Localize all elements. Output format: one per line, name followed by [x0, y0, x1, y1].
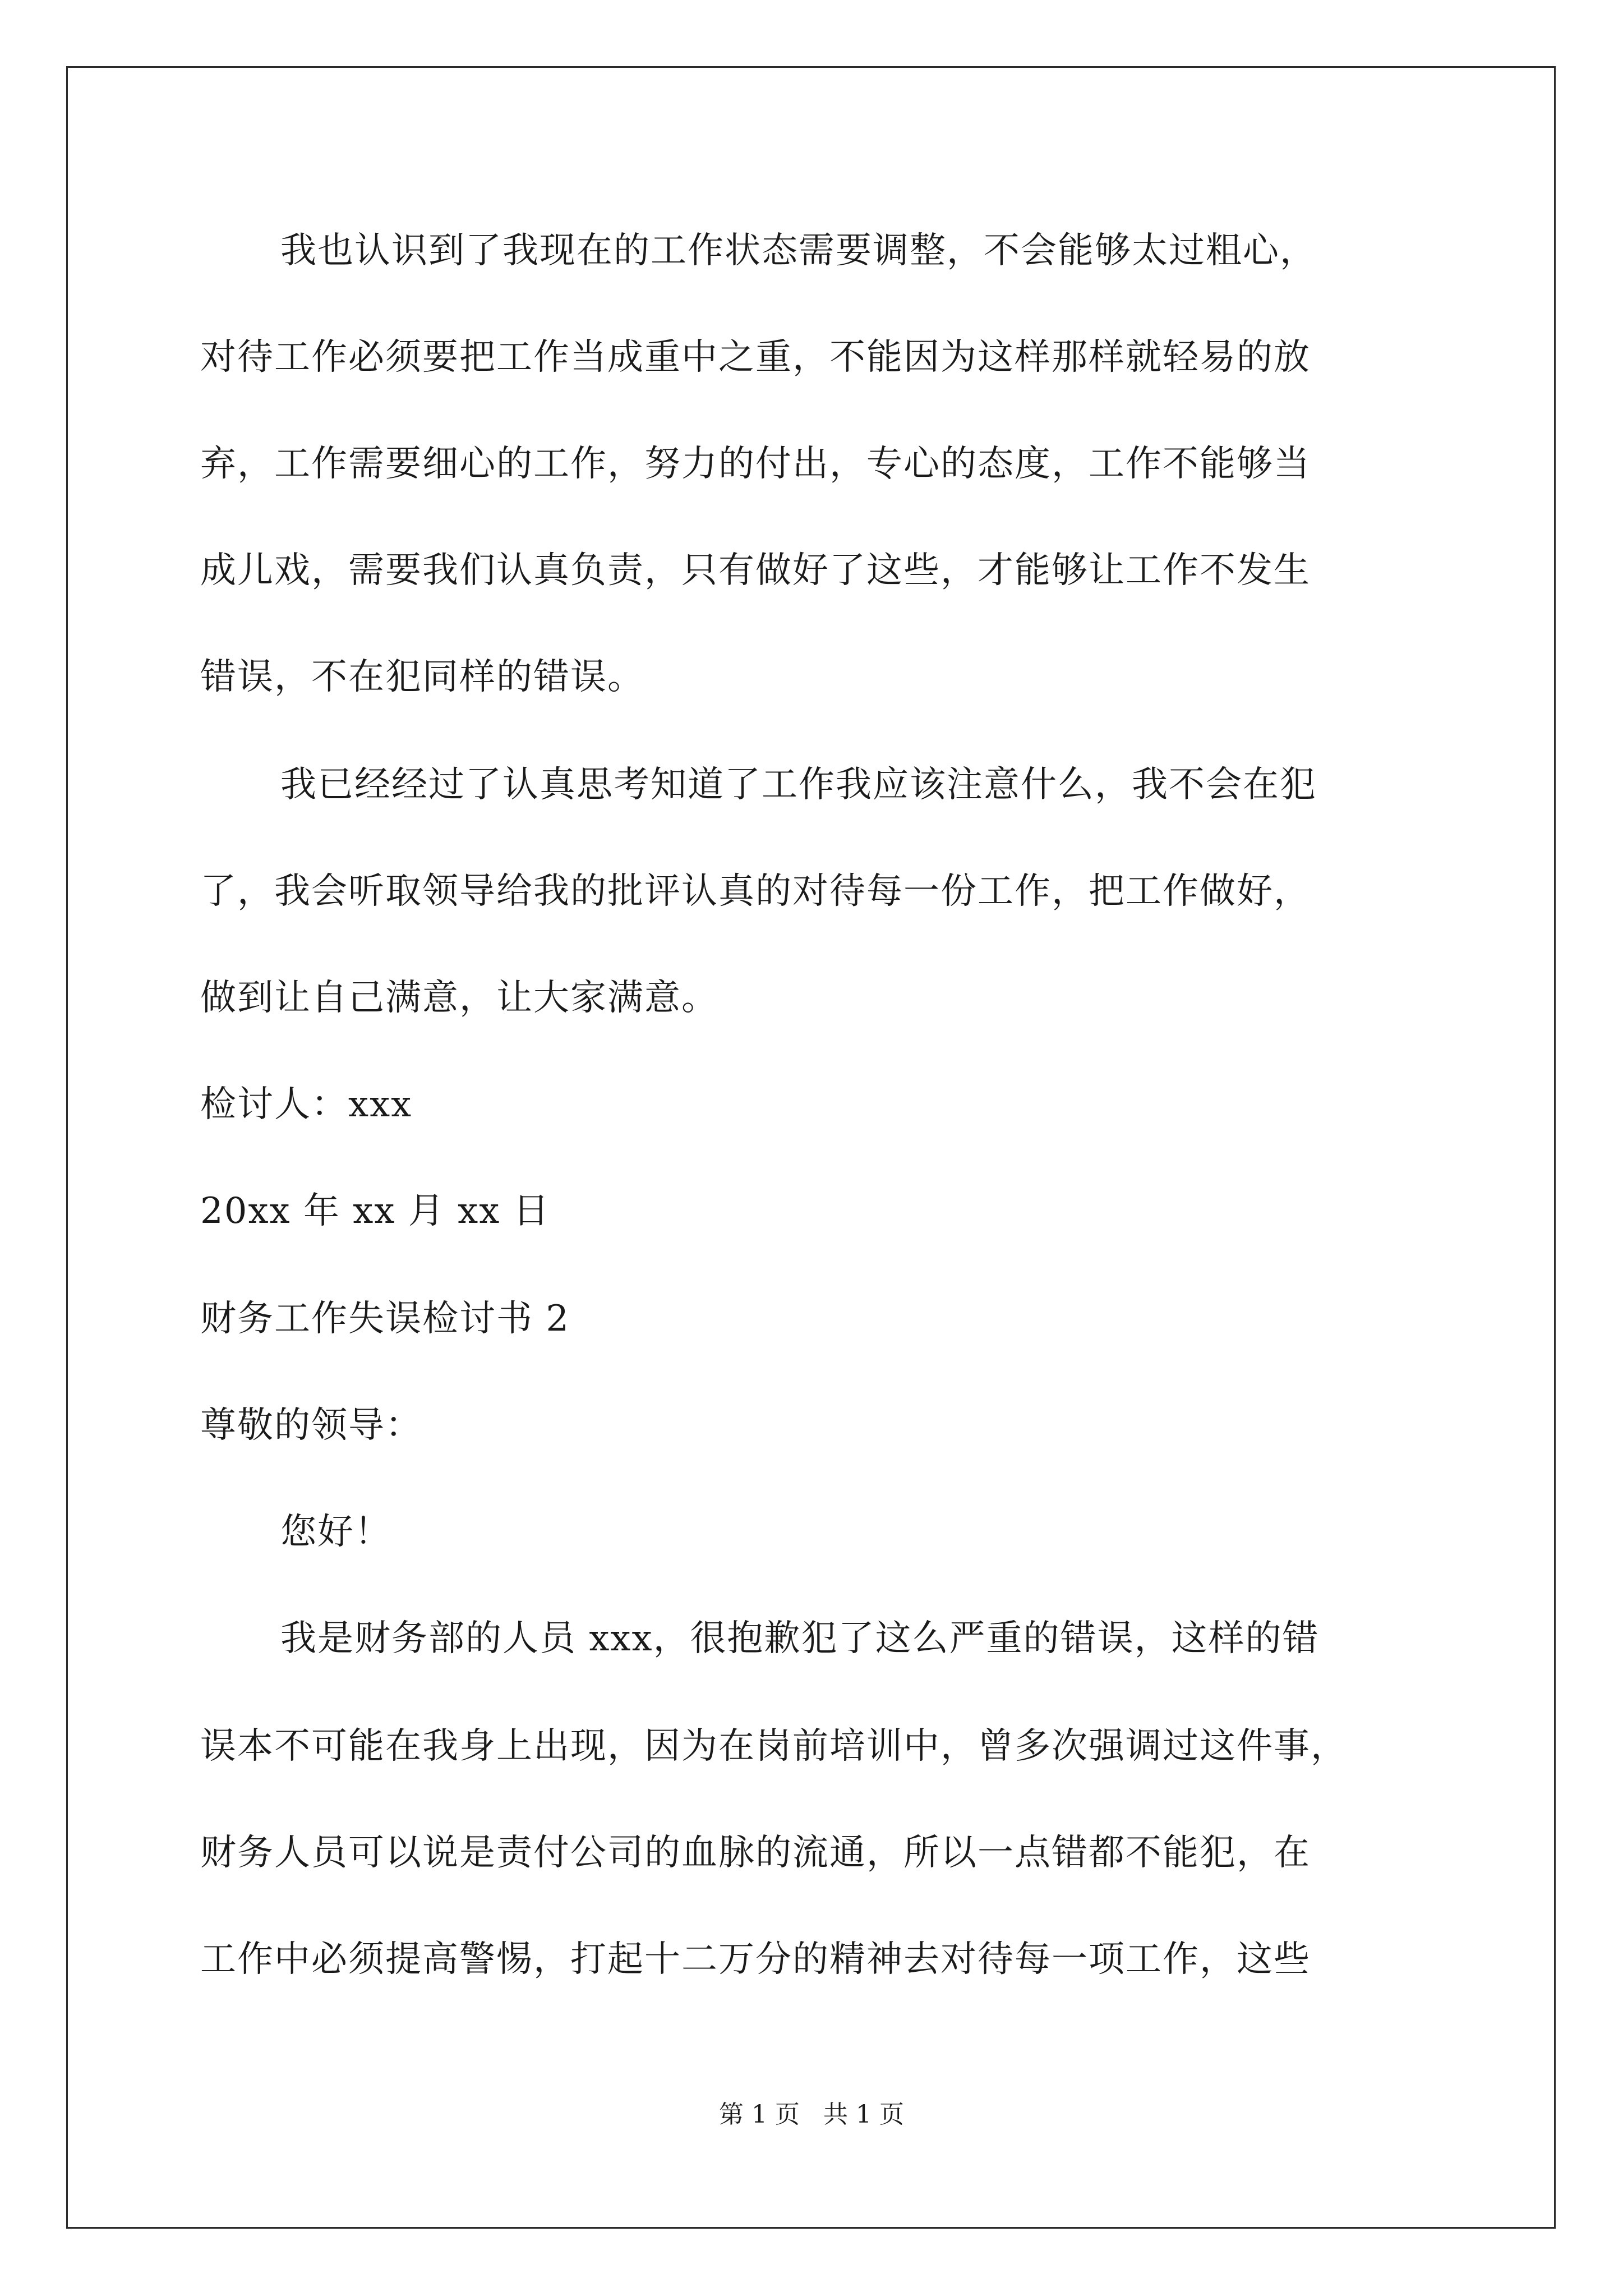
paragraph-line: 错误，不在犯同样的错误。: [200, 656, 644, 698]
paragraph-line: 误本不可能在我身上出现，因为在岗前培训中，曾多次强调过这件事，: [200, 1726, 1348, 1767]
paragraph-line: 做到让自己满意，让大家满意。: [200, 977, 718, 1019]
paragraph-line: 我是财务部的人员 xxx，很抱歉犯了这么严重的错误，这样的错: [280, 1618, 1320, 1659]
paragraph-line: 财务人员可以说是责付公司的血脉的流通，所以一点错都不能犯，在: [200, 1832, 1311, 1874]
page-total: 共 1 页: [823, 2100, 904, 2129]
signatory-line: 检讨人：xxx: [200, 1084, 413, 1125]
page-number: 第 1 页: [719, 2100, 800, 2129]
paragraph-line: 弃，工作需要细心的工作，努力的付出，专心的态度，工作不能够当: [200, 443, 1311, 485]
date-line: 20xx 年 xx 月 xx 日: [200, 1190, 550, 1232]
salutation: 尊敬的领导：: [200, 1405, 422, 1446]
greeting: 您好！: [280, 1511, 391, 1553]
paragraph-line: 了，我会听取领导给我的批评认真的对待每一份工作，把工作做好，: [200, 871, 1311, 912]
section-title: 财务工作失误检讨书 2: [200, 1298, 570, 1340]
paragraph-line: 我已经经过了认真思考知道了工作我应该注意什么，我不会在犯: [280, 764, 1317, 806]
page-footer: [0, 2102, 1623, 2127]
paragraph-line: 工作中必须提高警惕，打起十二万分的精神去对待每一项工作，这些: [200, 1939, 1311, 1980]
page-border: [66, 66, 1556, 2229]
paragraph-line: 成儿戏，需要我们认真负责，只有做好了这些，才能够让工作不发生: [200, 550, 1311, 591]
paragraph-line: 我也认识到了我现在的工作状态需要调整，不会能够太过粗心，: [280, 230, 1317, 272]
paragraph-line: 对待工作必须要把工作当成重中之重，不能因为这样那样就轻易的放: [200, 337, 1311, 378]
